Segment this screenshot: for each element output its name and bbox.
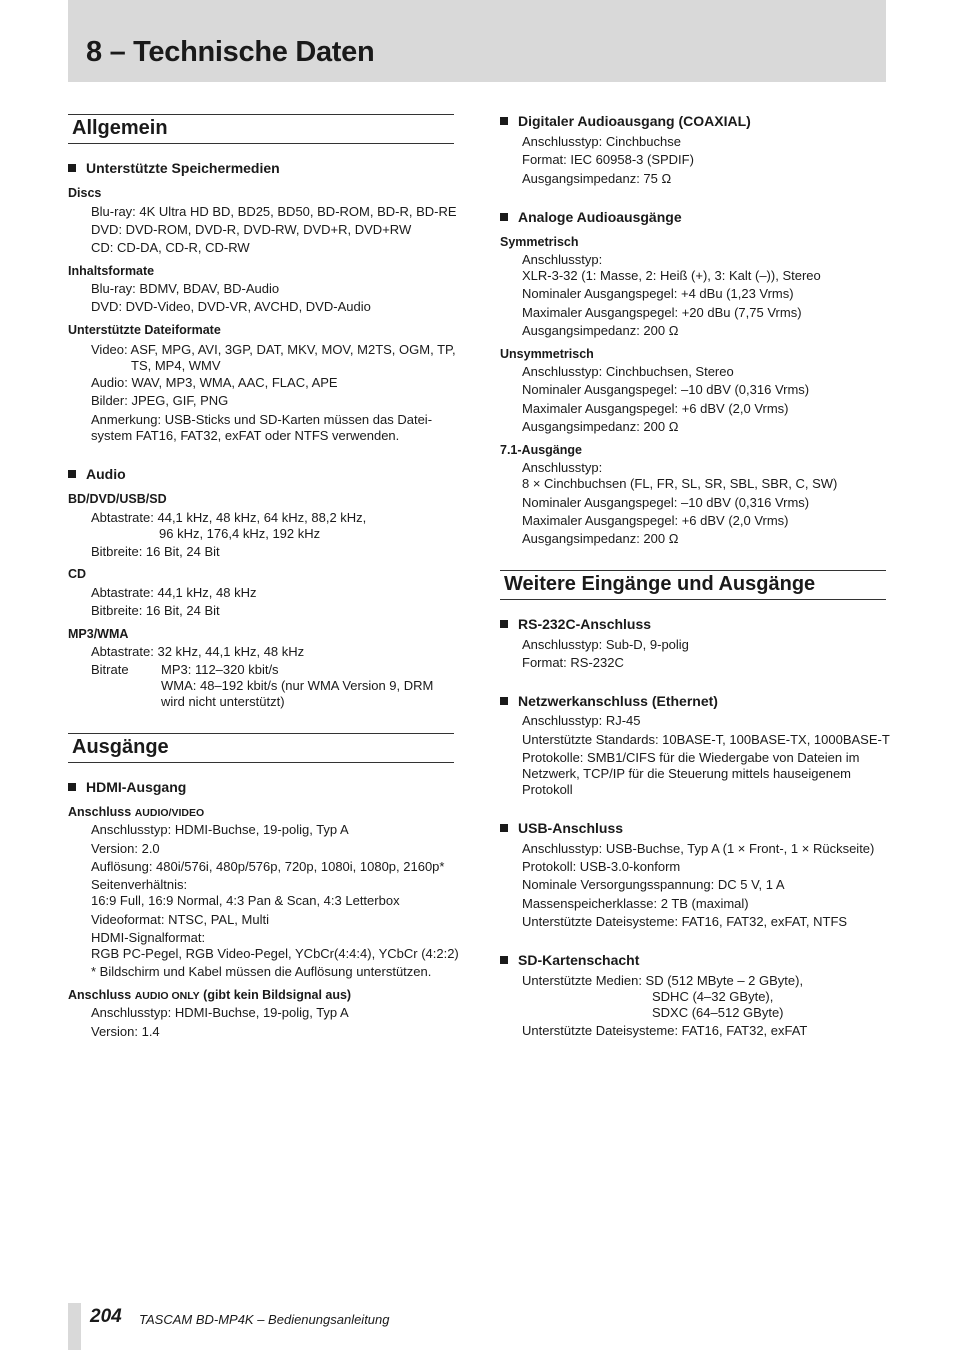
- text-line: Seitenverhältnis:: [91, 877, 188, 892]
- text-line: Abtastrate: 32 kHz, 44,1 kHz, 48 kHz: [91, 644, 305, 659]
- square-bullet-icon: [500, 824, 508, 832]
- text-line: system FAT16, FAT32, exFAT oder NTFS verwenden.: [91, 428, 400, 443]
- text-line: RGB PC-Pegel, RGB Video-Pegel, YCbCr(4:4:4), YCbCr (4:2:2): [91, 946, 459, 961]
- text-line: Protokolle: SMB1/CIFS für die Wiedergabe von Dateien im: [522, 750, 860, 765]
- text-line: Anschlusstyp: HDMI-Buchse, 19-polig, Typ A: [91, 1005, 349, 1020]
- text-line: Blu-ray: BDMV, BDAV, BD-Audio: [91, 281, 280, 296]
- square-bullet-icon: [500, 117, 508, 125]
- page-number: 204: [90, 1306, 122, 1327]
- section-allgemein: [68, 114, 454, 144]
- text-line: Unterstützte Dateisysteme: FAT16, FAT32, exFAT, NTFS: [522, 914, 848, 929]
- label-inhaltsformate: Inhaltsformate: [68, 264, 155, 278]
- text-line: Massenspeicherklasse: 2 TB (maximal): [522, 896, 749, 911]
- text-line: Anschlusstyp: Cinchbuchse: [522, 134, 681, 149]
- subsection-hdmi: HDMI-Ausgang: [68, 778, 186, 796]
- section-heading: Allgemein: [72, 117, 168, 139]
- page-title: 8 – Technische Daten: [86, 36, 375, 68]
- text-line: Anschlusstyp:: [522, 460, 603, 475]
- text-line: Auflösung: 480i/576i, 480p/576p, 720p, 1080i, 1080p, 2160p*: [91, 859, 445, 874]
- text-line: 96 kHz, 176,4 kHz, 192 kHz: [159, 526, 321, 541]
- text-line: Ausgangsimpedanz: 200 Ω: [522, 531, 679, 546]
- text-line: SDXC (64–512 GByte): [652, 1005, 784, 1020]
- text-line: Bilder: JPEG, GIF, PNG: [91, 393, 229, 408]
- footer-text: TASCAM BD-MP4K – Bedienungsanleitung: [139, 1312, 390, 1327]
- text-line: Nominaler Ausgangspegel: –10 dBV (0,316 Vrms): [522, 382, 810, 397]
- subsection-sd: SD-Kartenschacht: [500, 951, 639, 969]
- text-line: XLR-3-32 (1: Masse, 2: Heiß (+), 3: Kalt (–)), Stereo: [522, 268, 821, 283]
- text-line: Ausgangsimpedanz: 200 Ω: [522, 323, 679, 338]
- label-7-1-ausgaenge: 7.1-Ausgänge: [500, 443, 582, 457]
- text-line: Nominale Versorgungsspannung: DC 5 V, 1 A: [522, 877, 785, 892]
- section-heading: Weitere Eingänge und Ausgänge: [504, 573, 816, 595]
- text-line: Nominaler Ausgangspegel: +4 dBu (1,23 Vrms): [522, 286, 794, 301]
- text-line: Unterstützte Medien: SD (512 MByte – 2 GByte),: [522, 973, 804, 988]
- square-bullet-icon: [500, 213, 508, 221]
- label-bd-dvd-usb-sd: BD/DVD/USB/SD: [68, 492, 167, 506]
- text-line: Abtastrate: 44,1 kHz, 48 kHz, 64 kHz, 88,2 kHz,: [91, 510, 367, 525]
- text-line: Anschlusstyp: USB-Buchse, Typ A (1 × Front-, 1 × Rückseite): [522, 841, 875, 856]
- chapter-header: [68, 0, 886, 82]
- text-line: Version: 2.0: [91, 841, 160, 856]
- square-bullet-icon: [68, 164, 76, 172]
- text-line: WMA: 48–192 kbit/s (nur WMA Version 9, DRM: [161, 678, 434, 693]
- text-line: 8 × Cinchbuchsen (FL, FR, SL, SR, SBL, SBR, C, SW): [522, 476, 838, 491]
- label-anschluss-audio-only: Anschluss AUDIO ONLY (gibt kein Bildsignal aus): [68, 988, 352, 1002]
- text-line: Anschlusstyp:: [522, 252, 603, 267]
- text-line: Abtastrate: 44,1 kHz, 48 kHz: [91, 585, 257, 600]
- text-line: Protokoll: [522, 782, 573, 797]
- text-line: Maximaler Ausgangspegel: +20 dBu (7,75 Vrms): [522, 305, 802, 320]
- text-line: Blu-ray: 4K Ultra HD BD, BD25, BD50, BD-ROM, BD-R, BD-RE: [91, 204, 457, 219]
- subsection-coaxial: Digitaler Audioausgang (COAXIAL): [500, 112, 751, 130]
- subsection-analog: Analoge Audioausgänge: [500, 208, 682, 226]
- text-line: Unterstützte Standards: 10BASE-T, 100BASE-TX, 1000BASE-T: [522, 732, 890, 747]
- label-symmetrisch: Symmetrisch: [500, 235, 579, 249]
- text-line: Ausgangsimpedanz: 75 Ω: [522, 171, 672, 186]
- text-line: Maximaler Ausgangspegel: +6 dBV (2,0 Vrms): [522, 401, 789, 416]
- text-line: TS, MP4, WMV: [131, 358, 221, 373]
- text-line: Maximaler Ausgangspegel: +6 dBV (2,0 Vrms): [522, 513, 789, 528]
- text-line: Ausgangsimpedanz: 200 Ω: [522, 419, 679, 434]
- text-line: Anschlusstyp: RJ-45: [522, 713, 641, 728]
- subsection-ethernet: Netzwerkanschluss (Ethernet): [500, 692, 718, 710]
- label-cd: CD: [68, 567, 87, 581]
- text-line: DVD: DVD-ROM, DVD-R, DVD-RW, DVD+R, DVD+RW: [91, 222, 412, 237]
- square-bullet-icon: [68, 470, 76, 478]
- square-bullet-icon: [500, 956, 508, 964]
- text-line: Audio: WAV, MP3, WMA, AAC, FLAC, APE: [91, 375, 338, 390]
- text-line: Format: RS-232C: [522, 655, 624, 670]
- text-line: Videoformat: NTSC, PAL, Multi: [91, 912, 269, 927]
- footer-tab: [68, 1303, 81, 1350]
- section-heading: Ausgänge: [72, 736, 169, 758]
- square-bullet-icon: [68, 783, 76, 791]
- text-line: MP3: 112–320 kbit/s: [161, 662, 279, 677]
- subsection-usb: USB-Anschluss: [500, 819, 623, 837]
- label-unsymmetrisch: Unsymmetrisch: [500, 347, 594, 361]
- text-line: Bitrate: [91, 662, 129, 677]
- label-mp3-wma: MP3/WMA: [68, 627, 129, 641]
- section-weitere: [500, 570, 886, 600]
- text-line: Version: 1.4: [91, 1024, 160, 1039]
- text-line: wird nicht unterstützt): [161, 694, 285, 709]
- section-ausgaenge: [68, 733, 454, 763]
- text-line: Nominaler Ausgangspegel: –10 dBV (0,316 Vrms): [522, 495, 810, 510]
- text-line: Unterstützte Dateisysteme: FAT16, FAT32, exFAT: [522, 1023, 808, 1038]
- text-line: DVD: DVD-Video, DVD-VR, AVCHD, DVD-Audio: [91, 299, 371, 314]
- text-line: SDHC (4–32 GByte),: [652, 989, 774, 1004]
- text-line: Anmerkung: USB-Sticks und SD-Karten müssen das Datei-: [91, 412, 433, 427]
- square-bullet-icon: [500, 620, 508, 628]
- text-line: Format: IEC 60958-3 (SPDIF): [522, 152, 694, 167]
- subsection-audio: Audio: [68, 465, 126, 483]
- subsection-speichermedien: Unterstützte Speichermedien: [68, 159, 280, 177]
- text-line: HDMI-Signalformat:: [91, 930, 206, 945]
- text-line: CD: CD-DA, CD-R, CD-RW: [91, 240, 250, 255]
- subsection-rs232c: RS-232C-Anschluss: [500, 615, 651, 633]
- label-discs: Discs: [68, 186, 102, 200]
- text-line: Anschlusstyp: HDMI-Buchse, 19-polig, Typ A: [91, 822, 349, 837]
- text-line: 16:9 Full, 16:9 Normal, 4:3 Pan & Scan, 4:3 Letterbox: [91, 893, 400, 908]
- text-line: Bitbreite: 16 Bit, 24 Bit: [91, 603, 220, 618]
- text-line: Video: ASF, MPG, AVI, 3GP, DAT, MKV, MOV, M2TS, OGM, TP,: [91, 342, 456, 357]
- text-line: * Bildschirm und Kabel müssen die Auflösung unterstützen.: [91, 964, 432, 979]
- text-line: Anschlusstyp: Sub-D, 9-polig: [522, 637, 689, 652]
- label-anschluss-audio-video: Anschluss AUDIO/VIDEO: [68, 805, 205, 819]
- text-line: Anschlusstyp: Cinchbuchsen, Stereo: [522, 364, 734, 379]
- text-line: Protokoll: USB-3.0-konform: [522, 859, 681, 874]
- square-bullet-icon: [500, 697, 508, 705]
- text-line: Netzwerk, TCP/IP für die Steuerung mittels hauseigenem: [522, 766, 852, 781]
- label-dateiformate: Unterstützte Dateiformate: [68, 323, 221, 337]
- text-line: Bitbreite: 16 Bit, 24 Bit: [91, 544, 220, 559]
